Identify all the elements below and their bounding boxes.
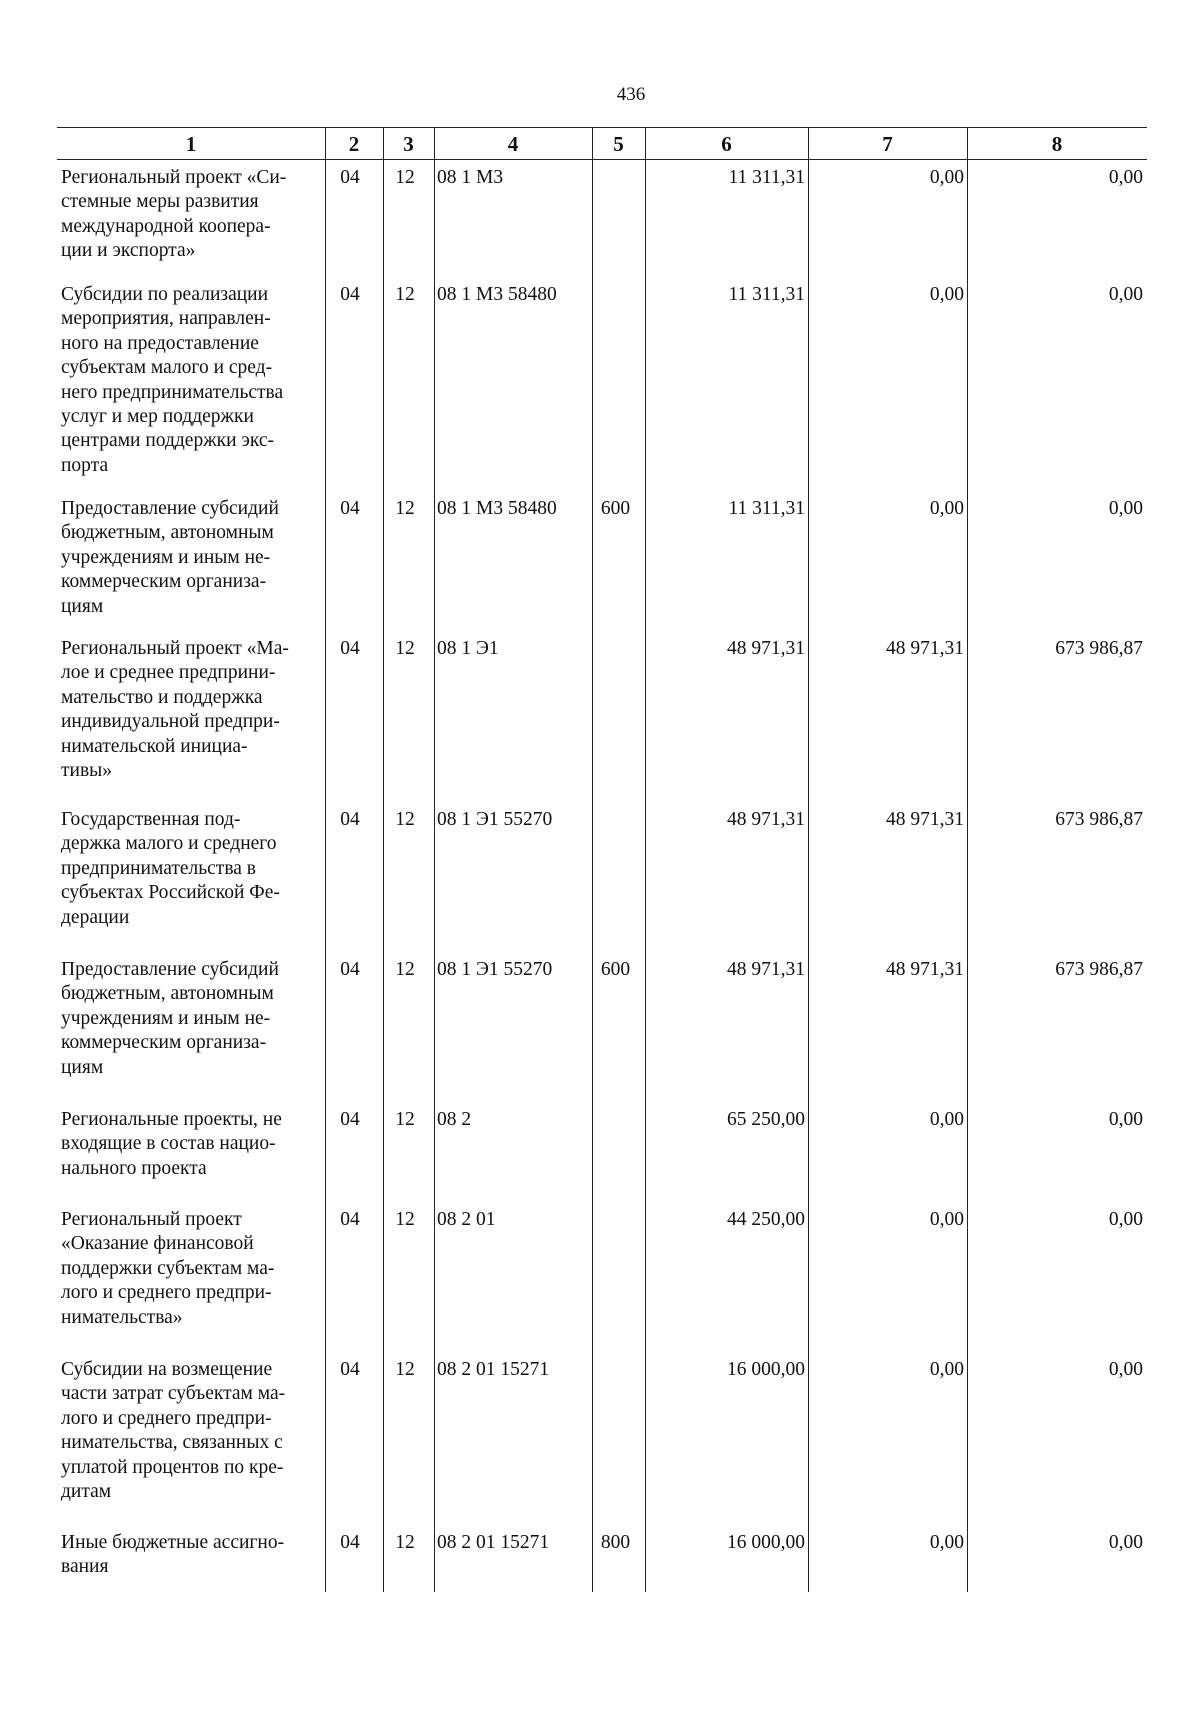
row-section: 04 xyxy=(340,284,360,305)
row-expense-type: 800 xyxy=(600,1532,631,1553)
row-name: Субсидии по реализации мероприятия, направлен- ного на предоставление субъектам малого и сред- него предпринимательства услуг и мер поддержки центрами поддержки экс- порта xyxy=(61,284,284,476)
column-divider xyxy=(592,127,593,1592)
row-section: 04 xyxy=(340,1109,360,1130)
row-name: Государственная под- держка малого и среднего предпринимательства в субъектах Российской Фе- дерации xyxy=(61,809,280,928)
column-divider xyxy=(967,127,968,1592)
row-amount-7: 0,00 xyxy=(929,284,964,305)
row-amount-6: 16 000,00 xyxy=(727,1359,805,1380)
header-col-5: 5 xyxy=(613,132,624,156)
row-name: Субсидии на возмещение части затрат субъектам ма- лого и среднего предпри- нимательства, связанных с уплатой процентов по кре- дитам xyxy=(61,1359,286,1503)
row-target-code: 08 1 Э1 xyxy=(437,638,499,659)
row-subsection: 12 xyxy=(395,1109,415,1130)
row-amount-6: 48 971,31 xyxy=(727,959,805,980)
row-section: 04 xyxy=(340,638,360,659)
row-target-code: 08 2 01 15271 xyxy=(437,1359,550,1380)
row-amount-8: 0,00 xyxy=(1108,1109,1143,1130)
row-subsection: 12 xyxy=(395,1359,415,1380)
row-amount-8: 0,00 xyxy=(1108,167,1143,188)
header-col-7: 7 xyxy=(882,132,893,156)
row-amount-7: 48 971,31 xyxy=(886,809,964,830)
row-section: 04 xyxy=(340,1532,360,1553)
row-amount-8: 0,00 xyxy=(1108,1532,1143,1553)
row-amount-7: 0,00 xyxy=(929,1532,964,1553)
row-amount-8: 673 986,87 xyxy=(1055,638,1143,659)
budget-table xyxy=(57,127,1147,1592)
row-amount-8: 0,00 xyxy=(1108,284,1143,305)
row-section: 04 xyxy=(340,1209,360,1230)
row-target-code: 08 1 М3 58480 xyxy=(437,498,557,519)
row-amount-6: 11 311,31 xyxy=(728,498,805,519)
header-col-4: 4 xyxy=(507,132,519,156)
row-amount-8: 673 986,87 xyxy=(1055,959,1143,980)
row-amount-8: 0,00 xyxy=(1108,498,1143,519)
row-subsection: 12 xyxy=(395,638,415,659)
row-amount-8: 0,00 xyxy=(1108,1209,1143,1230)
row-amount-7: 0,00 xyxy=(929,498,964,519)
row-amount-8: 673 986,87 xyxy=(1055,809,1143,830)
row-amount-6: 11 311,31 xyxy=(728,167,805,188)
row-amount-7: 0,00 xyxy=(929,1109,964,1130)
row-section: 04 xyxy=(340,809,360,830)
row-amount-6: 48 971,31 xyxy=(727,638,805,659)
header-col-1: 1 xyxy=(185,132,197,156)
header-col-3: 3 xyxy=(403,132,414,156)
row-amount-6: 65 250,00 xyxy=(727,1109,805,1130)
row-amount-6: 11 311,31 xyxy=(728,284,805,305)
table-top-rule xyxy=(57,127,1147,128)
row-amount-8: 0,00 xyxy=(1108,1359,1143,1380)
row-amount-6: 44 250,00 xyxy=(727,1209,805,1230)
row-target-code: 08 1 Э1 55270 xyxy=(437,959,553,980)
row-amount-6: 16 000,00 xyxy=(727,1532,805,1553)
row-target-code: 08 1 М3 58480 xyxy=(437,284,557,305)
row-expense-type: 600 xyxy=(600,959,631,980)
header-col-8: 8 xyxy=(1051,132,1063,156)
row-name: Региональные проекты, не входящие в состав нацио- нального проекта xyxy=(61,1109,282,1179)
row-amount-7: 48 971,31 xyxy=(886,959,964,980)
row-target-code: 08 2 xyxy=(437,1109,472,1130)
row-subsection: 12 xyxy=(395,809,415,830)
row-section: 04 xyxy=(340,959,360,980)
row-target-code: 08 1 М3 xyxy=(437,167,504,188)
row-subsection: 12 xyxy=(395,167,415,188)
row-name: Предоставление субсидий бюджетным, автономным учреждениям и иным не- коммерческим организа- циям xyxy=(61,498,279,617)
header-col-2: 2 xyxy=(348,132,360,156)
row-target-code: 08 1 Э1 55270 xyxy=(437,809,553,830)
row-name: Предоставление субсидий бюджетным, автономным учреждениям и иным не- коммерческим организа- циям xyxy=(61,959,279,1078)
row-section: 04 xyxy=(340,1359,360,1380)
row-amount-7: 48 971,31 xyxy=(886,638,964,659)
row-section: 04 xyxy=(340,167,360,188)
row-subsection: 12 xyxy=(395,1209,415,1230)
row-name: Региональный проект «Оказание финансовой поддержки субъектам ма- лого и среднего предпри- нимательства» xyxy=(61,1209,275,1328)
row-name: Иные бюджетные ассигно- вания xyxy=(61,1532,285,1578)
row-subsection: 12 xyxy=(395,1532,415,1553)
row-subsection: 12 xyxy=(395,498,415,519)
row-name: Региональный проект «Ма- лое и среднее предприни- мательство и поддержка индивидуальной предпри- нимательской инициа- тивы» xyxy=(61,638,289,782)
row-name: Региональный проект «Си- стемные меры развития международной коопера- ции и экспорта» xyxy=(61,167,287,262)
row-amount-7: 0,00 xyxy=(929,1359,964,1380)
column-divider xyxy=(434,127,435,1592)
row-amount-6: 48 971,31 xyxy=(727,809,805,830)
row-target-code: 08 2 01 15271 xyxy=(437,1532,550,1553)
header-col-6: 6 xyxy=(721,132,732,156)
row-target-code: 08 2 01 xyxy=(437,1209,496,1230)
row-expense-type: 600 xyxy=(600,498,631,519)
row-amount-7: 0,00 xyxy=(929,167,964,188)
row-subsection: 12 xyxy=(395,959,415,980)
row-subsection: 12 xyxy=(395,284,415,305)
row-section: 04 xyxy=(340,498,360,519)
page-number: 436 xyxy=(616,84,646,105)
row-amount-7: 0,00 xyxy=(929,1209,964,1230)
header-bottom-rule xyxy=(57,159,1147,160)
